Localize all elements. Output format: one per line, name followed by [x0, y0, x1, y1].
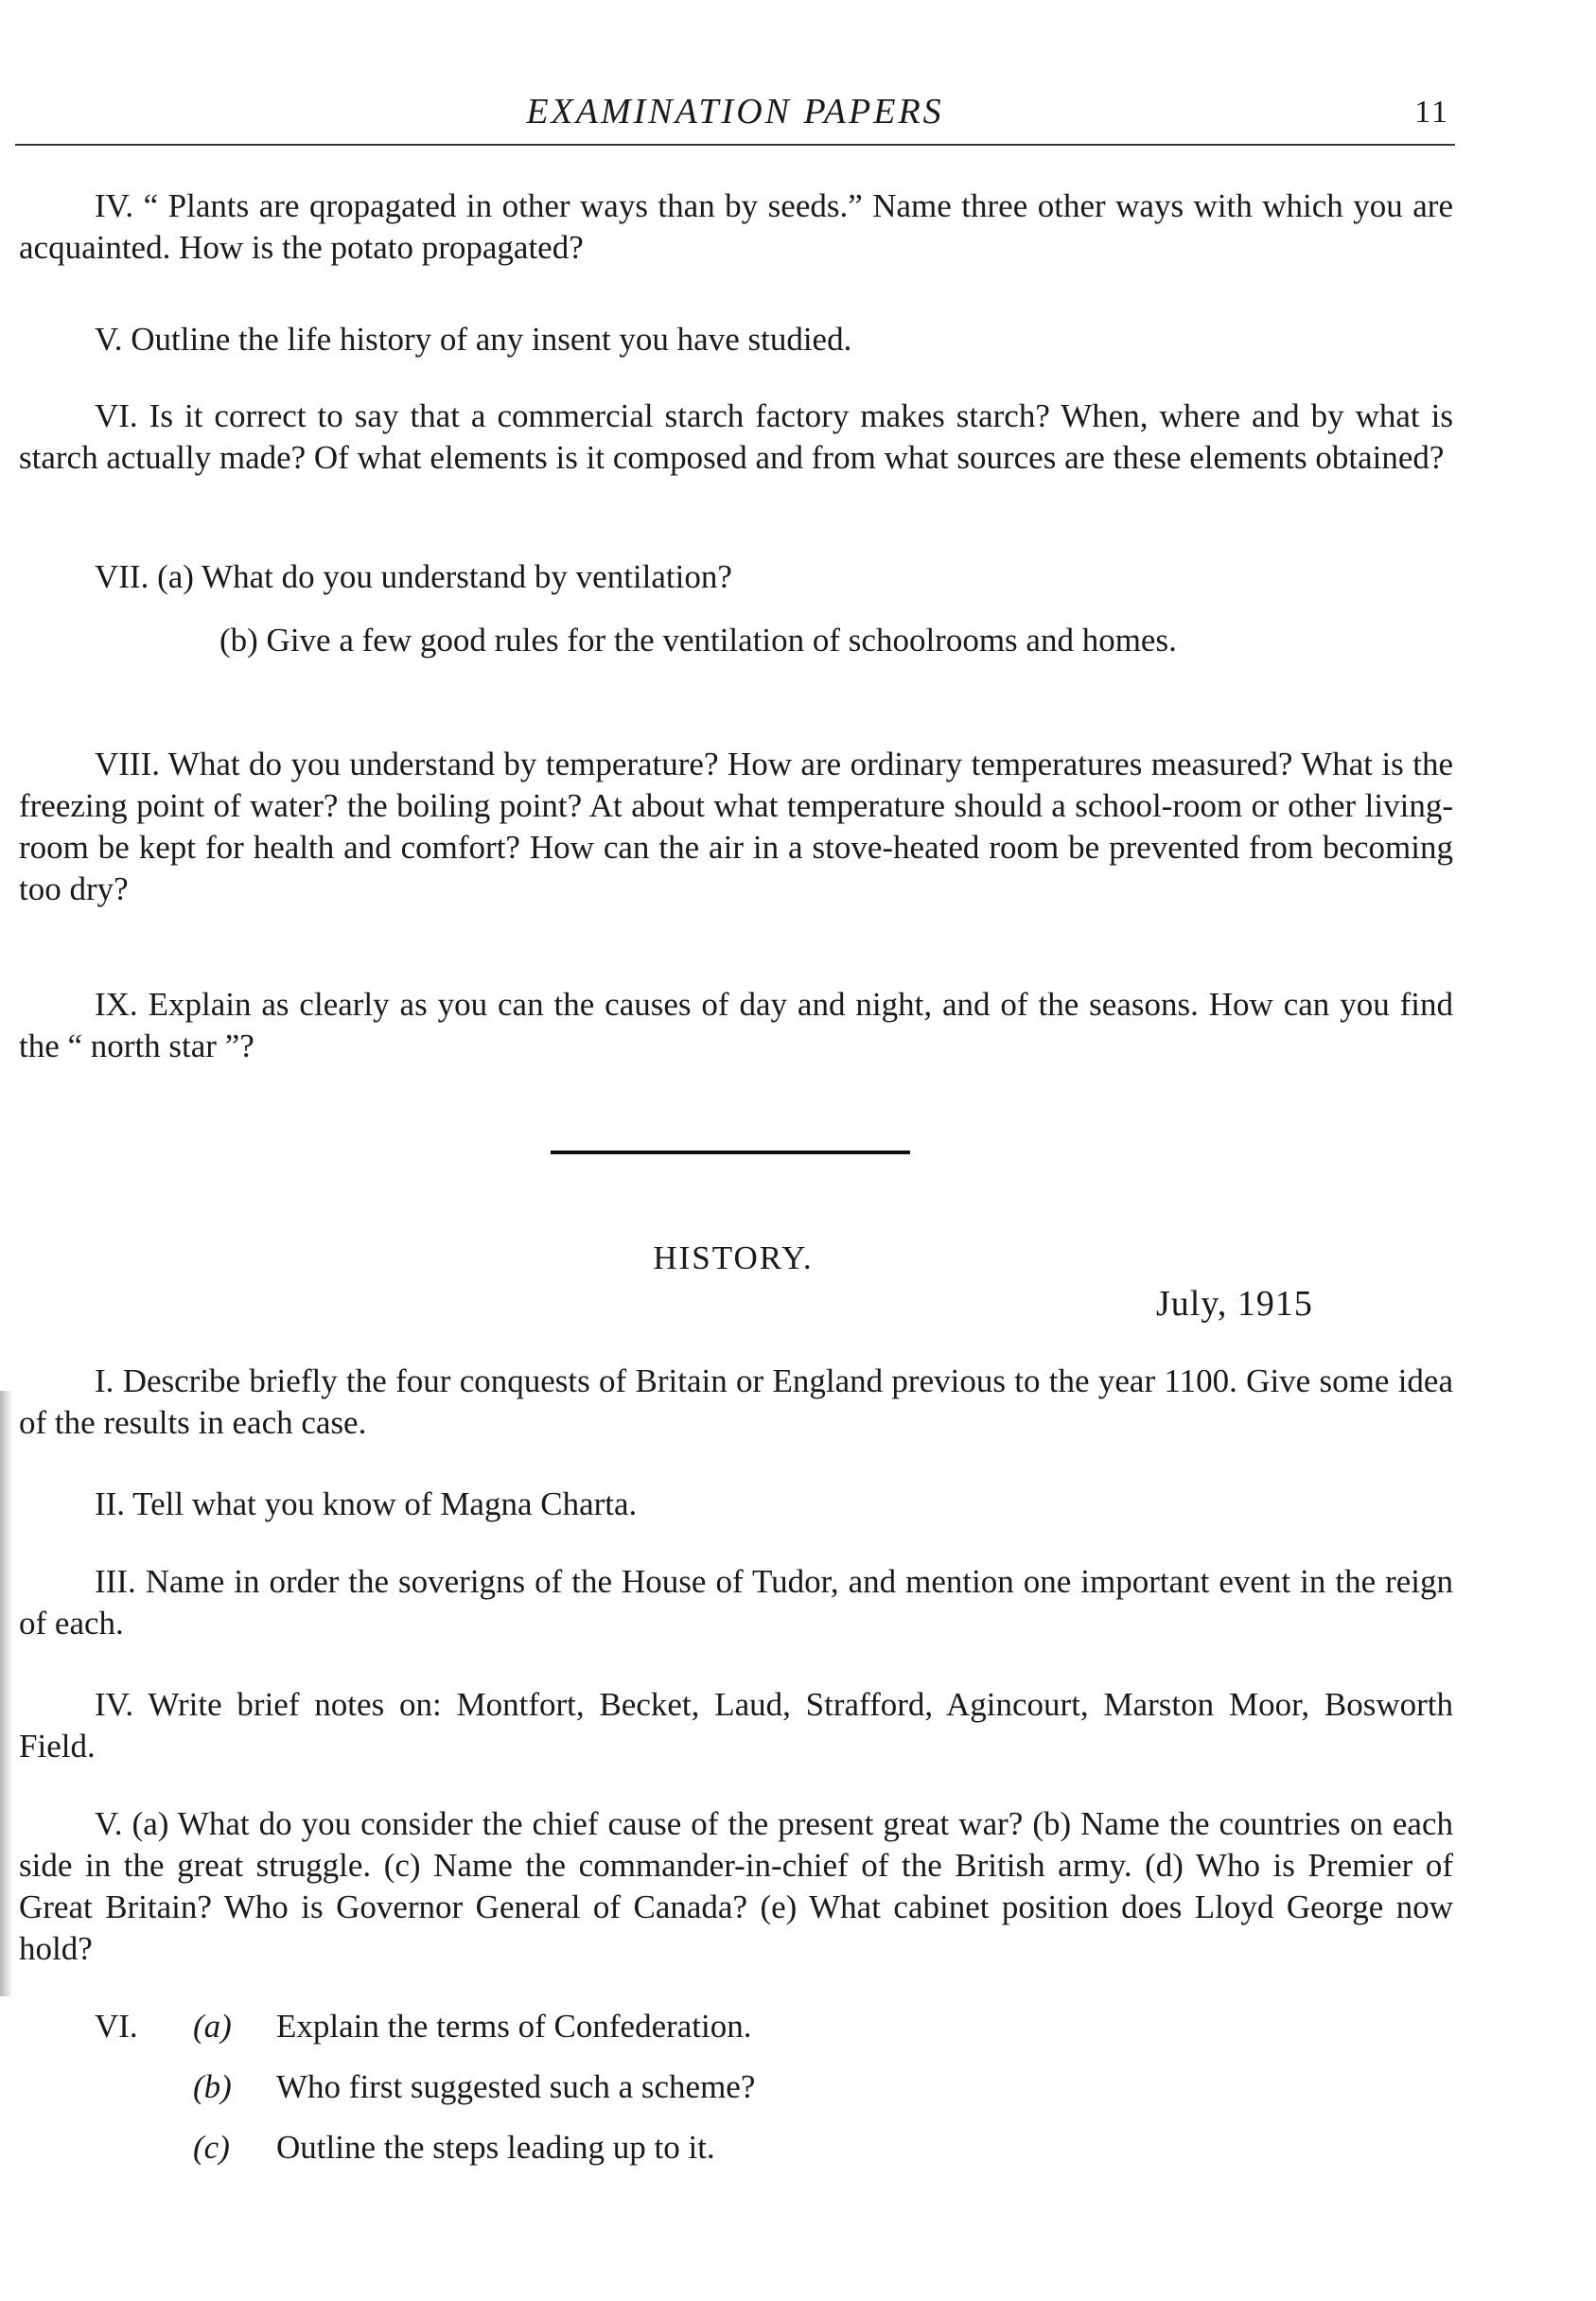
history-question-iv: IV. Write brief notes on: Montfort, Becket, Laud, Strafford, Agincourt, Marston Moor, Bosworth Field. [19, 1686, 1453, 1765]
history-question-vi-b-letter: (b) [193, 2068, 232, 2105]
running-title: EXAMINATION PAPERS [526, 92, 944, 132]
history-question-i: I. Describe briefly the four conquests of Britain or England previous to the year 1100. Give some idea of the results in each case. [19, 1362, 1453, 1441]
history-question-iii: III. Name in order the soverigns of the House of Tudor, and mention one important event in the reign of each. [19, 1563, 1453, 1642]
question-vii-a: VII. (a) What do you understand by ventilation? [95, 558, 732, 595]
history-question-vi-c-letter: (c) [193, 2129, 230, 2166]
question-iv: IV. “ Plants are qropagated in other ways than by seeds.” Name three other ways with which you are acquainted. How is the potato propagated? [19, 187, 1453, 266]
history-question-v: V. (a) What do you consider the chief cause of the present great war? (b) Name the countries on each side in the great struggle. (c) Name the commander-in-chief of the British army. (d) Who is Premier of Great Britain? Who is Governor General of Canada? (e) What cabinet position does Lloyd George now hold? [19, 1805, 1453, 1967]
question-vi: VI. Is it correct to say that a commercial starch factory makes starch? When, where and by what is starch actually made? Of what elements is it composed and from what sources are these elements obtained? [19, 397, 1453, 476]
history-question-vi-number: VI. [95, 2008, 138, 2045]
question-v: V. Outline the life history of any insent you have studied. [95, 321, 852, 358]
scan-shadow [0, 1391, 13, 1996]
page-number: 11 [1414, 95, 1449, 130]
section-divider [551, 1150, 910, 1154]
history-question-vi-c-text: Outline the steps leading up to it. [276, 2129, 715, 2166]
history-question-vi-a-letter: (a) [193, 2008, 232, 2045]
question-ix: IX. Explain as clearly as you can the causes of day and night, and of the seasons. How can you find the “ north star ”? [19, 986, 1453, 1064]
running-header [15, 87, 1455, 146]
history-question-vi-b-text: Who first suggested such a scheme? [276, 2068, 756, 2105]
history-question-vi-a-text: Explain the terms of Confederation. [276, 2008, 752, 2045]
section-date: July, 1915 [1156, 1284, 1313, 1324]
history-question-ii: II. Tell what you know of Magna Charta. [95, 1485, 638, 1522]
section-title-history: HISTORY. [653, 1239, 814, 1276]
question-vii-b: (b) Give a few good rules for the ventilation of schoolrooms and homes. [219, 622, 1177, 659]
question-viii: VIII. What do you understand by temperature? How are ordinary temperatures measured? What is the freezing point of water? the boiling point? At about what temperature should a school-room or other living-room be kept for health and comfort? How can the air in a stove-heated room be prevented from becoming too dry? [19, 746, 1453, 907]
